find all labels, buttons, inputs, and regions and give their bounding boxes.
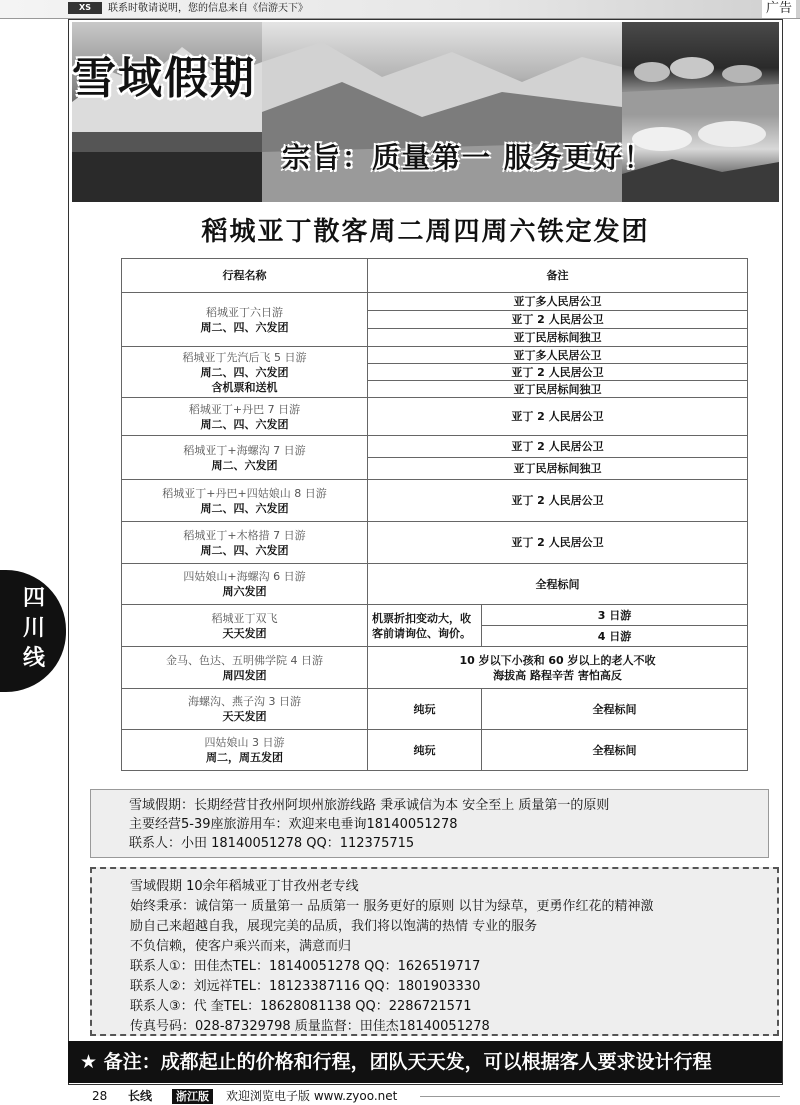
route-note: 海拔高 路程辛苦 害怕高反 — [493, 668, 622, 682]
route-note: 4 日游 — [482, 626, 748, 647]
route-name: 稻城亚丁+丹巴+四姑娘山 8 日游 — [162, 486, 327, 500]
publication-logo: XS — [68, 2, 102, 14]
route-cell — [122, 293, 368, 347]
banner-photo-lake — [72, 22, 262, 202]
table-row — [122, 564, 748, 605]
route-left-note: 纯玩 — [368, 730, 482, 771]
route-note: 亚丁民居标间独卫 — [368, 381, 748, 398]
route-schedule: 周二、四、六发团 — [200, 320, 289, 334]
route-note: 亚丁 2 人民居公卫 — [368, 522, 748, 564]
table-row — [122, 398, 748, 436]
route-name: 稻城亚丁双飞 — [211, 611, 278, 625]
contact-info-line: 励自己来超越自我，展现完美的品质，我们将以饱满的热情 专业的服务 — [130, 919, 538, 934]
route-schedule: 周二、四、六发团 — [200, 501, 289, 515]
route-name: 稻城亚丁六日游 — [206, 305, 283, 319]
banner-photo-trees — [622, 22, 779, 114]
company-info-line: 联系人：小田 18140051278 QQ：112375715 — [129, 836, 415, 851]
table-row — [122, 347, 748, 364]
contact-info-line: 联系人①：田佳杰TEL：18140051278 QQ：1626519717 — [130, 959, 481, 974]
route-note: 全程标间 — [482, 730, 748, 771]
banner-slogan: 宗旨：质量第一 服务更好！ — [282, 141, 654, 174]
bottom-remark: ★ 备注：成都起止的价格和行程，团队天天发，可以根据客人要求设计行程 — [80, 1051, 712, 1073]
route-schedule: 天天发团 — [222, 710, 267, 723]
route-schedule: 周二、六发团 — [211, 458, 278, 472]
table-row — [122, 293, 748, 311]
contact-info-line: 传真号码：028-87329798 质量监督：田佳杰18140051278 — [130, 1019, 490, 1034]
route-note: 全程标间 — [482, 689, 748, 730]
page-footer — [0, 1088, 800, 1105]
route-table — [121, 258, 748, 771]
table-row — [122, 522, 748, 564]
route-note: 亚丁 2 人民居公卫 — [368, 311, 748, 329]
contact-info-line: 联系人③：代 奎TEL：18628081138 QQ：2286721571 — [130, 999, 472, 1014]
company-info-line: 主要经营5-39座旅游用车：欢迎来电垂询18140051278 — [129, 817, 458, 832]
section-name: 长线 — [128, 1089, 153, 1103]
table-row — [122, 605, 748, 626]
route-name: 金马、色达、五明佛学院 4 日游 — [166, 653, 323, 667]
company-info-box — [90, 789, 769, 858]
route-note: 亚丁多人民居公卫 — [368, 293, 748, 311]
table-header-row — [122, 259, 748, 293]
table-row — [122, 730, 748, 771]
route-note: 3 日游 — [482, 605, 748, 626]
footer-rule — [420, 1096, 780, 1097]
section-side-tab — [0, 570, 66, 692]
table-row — [122, 436, 748, 458]
ad-label: 广告 — [762, 0, 796, 18]
route-cell — [122, 730, 368, 771]
route-name: 海螺沟、燕子沟 3 日游 — [188, 695, 301, 708]
route-name: 稻城亚丁+丹巴 7 日游 — [188, 402, 301, 416]
route-note: 亚丁民居标间独卫 — [368, 458, 748, 480]
route-extra: 含机票和送机 — [211, 380, 278, 394]
table-row — [122, 689, 748, 730]
route-cell — [122, 522, 368, 564]
route-note: 亚丁民居标间独卫 — [368, 329, 748, 347]
route-left-note: 纯玩 — [368, 689, 482, 730]
company-info-line: 雪域假期：长期经营甘孜州阿坝州旅游线路 秉承诚信为本 安全至上 质量第一的原则 — [129, 798, 610, 813]
side-tab-char: 线 — [22, 646, 45, 671]
route-note: 亚丁多人民居公卫 — [368, 347, 748, 364]
column-header-notes: 备注 — [368, 259, 748, 293]
route-cell — [122, 564, 368, 605]
route-name: 四姑娘山+海螺沟 6 日游 — [183, 570, 306, 583]
route-cell — [122, 689, 368, 730]
side-tab-char: 四 — [22, 586, 45, 611]
route-left-note: 机票折扣变动大，收客前请询位、询价。 — [368, 605, 482, 647]
route-name: 稻城亚丁+木格措 7 日游 — [183, 528, 306, 542]
edition-badge: 浙江版 — [172, 1089, 213, 1104]
route-schedule: 周四发团 — [222, 668, 267, 682]
route-schedule: 周二、四、六发团 — [200, 365, 289, 379]
contact-info-line: 始终秉承：诚信第一 质量第一 品质第一 服务更好的原则 以甘为绿草，更勇作红花的精神激 — [130, 899, 654, 914]
contact-info-box — [90, 867, 779, 1036]
route-schedule: 周六发团 — [222, 585, 267, 598]
route-note: 亚丁 2 人民居公卫 — [368, 436, 748, 458]
route-schedule: 周二、四、六发团 — [200, 543, 289, 557]
contact-info-line: 联系人②：刘远祥TEL：18123387116 QQ：1801903330 — [130, 979, 481, 994]
route-name: 四姑娘山 3 日游 — [204, 736, 285, 749]
banner-title: 雪域假期 — [72, 53, 256, 104]
contact-info-line: 雪域假期 10余年稻城亚丁甘孜州老专线 — [130, 879, 359, 894]
column-header-route: 行程名称 — [122, 259, 368, 293]
route-cell — [122, 480, 368, 522]
route-note-cell — [368, 647, 748, 689]
route-name: 稻城亚丁+海螺沟 7 日游 — [183, 443, 306, 457]
route-schedule: 周二，周五发团 — [206, 751, 283, 764]
bottom-remark-bar — [68, 1041, 782, 1083]
route-schedule: 天天发团 — [222, 626, 267, 640]
route-note: 亚丁 2 人民居公卫 — [368, 480, 748, 522]
contact-info-line: 不负信赖，使客户乘兴而来，满意而归 — [130, 939, 352, 954]
route-note: 10 岁以下小孩和 60 岁以上的老人不收 — [459, 653, 656, 667]
side-tab-char: 川 — [22, 616, 45, 641]
route-name: 稻城亚丁先汽后飞 5 日游 — [182, 350, 307, 364]
site-link[interactable]: 欢迎浏览电子版 www.zyoo.net — [226, 1089, 398, 1103]
table-row — [122, 647, 748, 689]
top-bar — [0, 0, 800, 19]
route-cell — [122, 436, 368, 480]
table-row — [122, 480, 748, 522]
page-title: 稻城亚丁散客周二周四周六铁定发团 — [201, 217, 650, 247]
route-note: 全程标间 — [368, 564, 748, 605]
route-cell — [122, 647, 368, 689]
route-cell — [122, 605, 368, 647]
route-note: 亚丁 2 人民居公卫 — [368, 398, 748, 436]
page-number: 28 — [92, 1089, 108, 1103]
route-note: 亚丁 2 人民居公卫 — [368, 364, 748, 381]
header-notice: 联系时敬请说明，您的信息来自《信游天下》 — [108, 3, 308, 14]
route-schedule: 周二、四、六发团 — [200, 417, 289, 431]
route-cell — [122, 398, 368, 436]
route-cell — [122, 347, 368, 398]
